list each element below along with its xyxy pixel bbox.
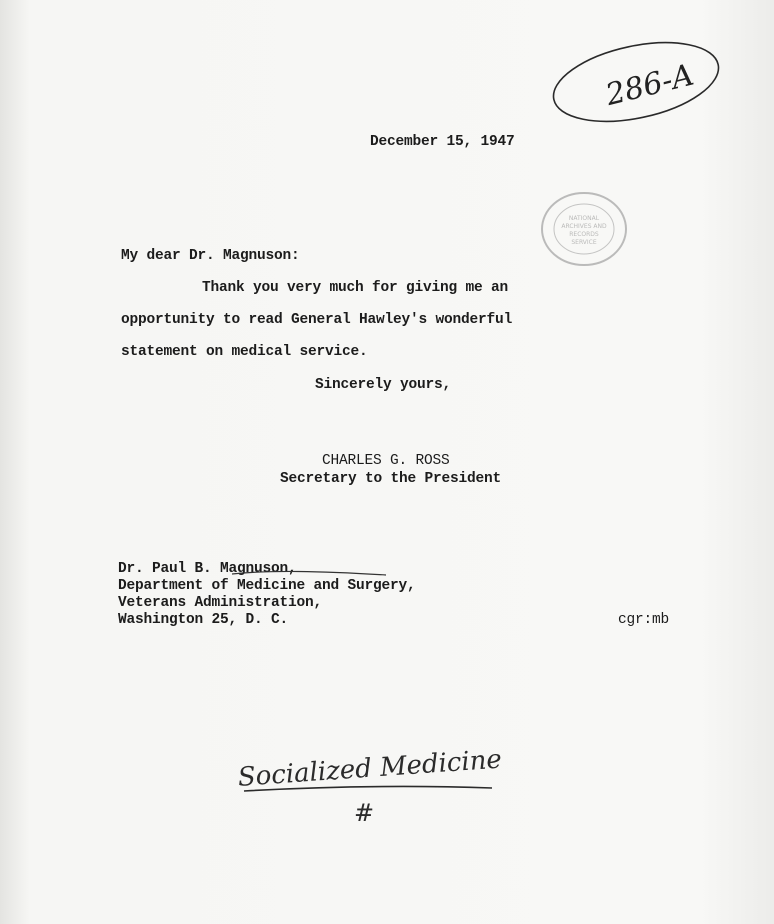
file-number-annotation <box>548 32 724 132</box>
reference-initials: cgr:mb <box>618 612 670 628</box>
recipient-line-4: Washington 25, D. C. <box>118 612 289 628</box>
body-line-2: opportunity to read General Hawley's wonderful <box>121 312 513 328</box>
recipient-line-2: Department of Medicine and Surgery, <box>118 578 416 594</box>
closing: Sincerely yours, <box>315 377 452 393</box>
salutation: My dear Dr. Magnuson: <box>121 248 300 264</box>
body-line-1: Thank you very much for giving me an <box>202 280 509 296</box>
stamp-line-3: RECORDS <box>569 231 599 238</box>
stamp-line-4: SERVICE <box>571 239 597 246</box>
recipient-line-3: Veterans Administration, <box>118 595 323 611</box>
signer-name: CHARLES G. ROSS <box>322 453 450 469</box>
recipient-line-1: Dr. Paul B. Magnuson, <box>118 561 297 577</box>
signer-title: Secretary to the President <box>280 471 502 487</box>
stamp-line-2: ARCHIVES AND <box>561 223 607 230</box>
subject-note-text: Socialized Medicine <box>236 744 503 793</box>
handwritten-subject-note <box>226 735 506 835</box>
file-number-text: 286-A <box>602 57 698 114</box>
handwritten-mark: # <box>354 799 375 827</box>
recipient-underline <box>230 568 390 580</box>
letter-date: December 15, 1947 <box>370 134 515 150</box>
stamp-line-1: NATIONAL <box>568 215 600 222</box>
body-line-3: statement on medical service. <box>121 344 368 360</box>
archives-stamp <box>538 190 630 268</box>
